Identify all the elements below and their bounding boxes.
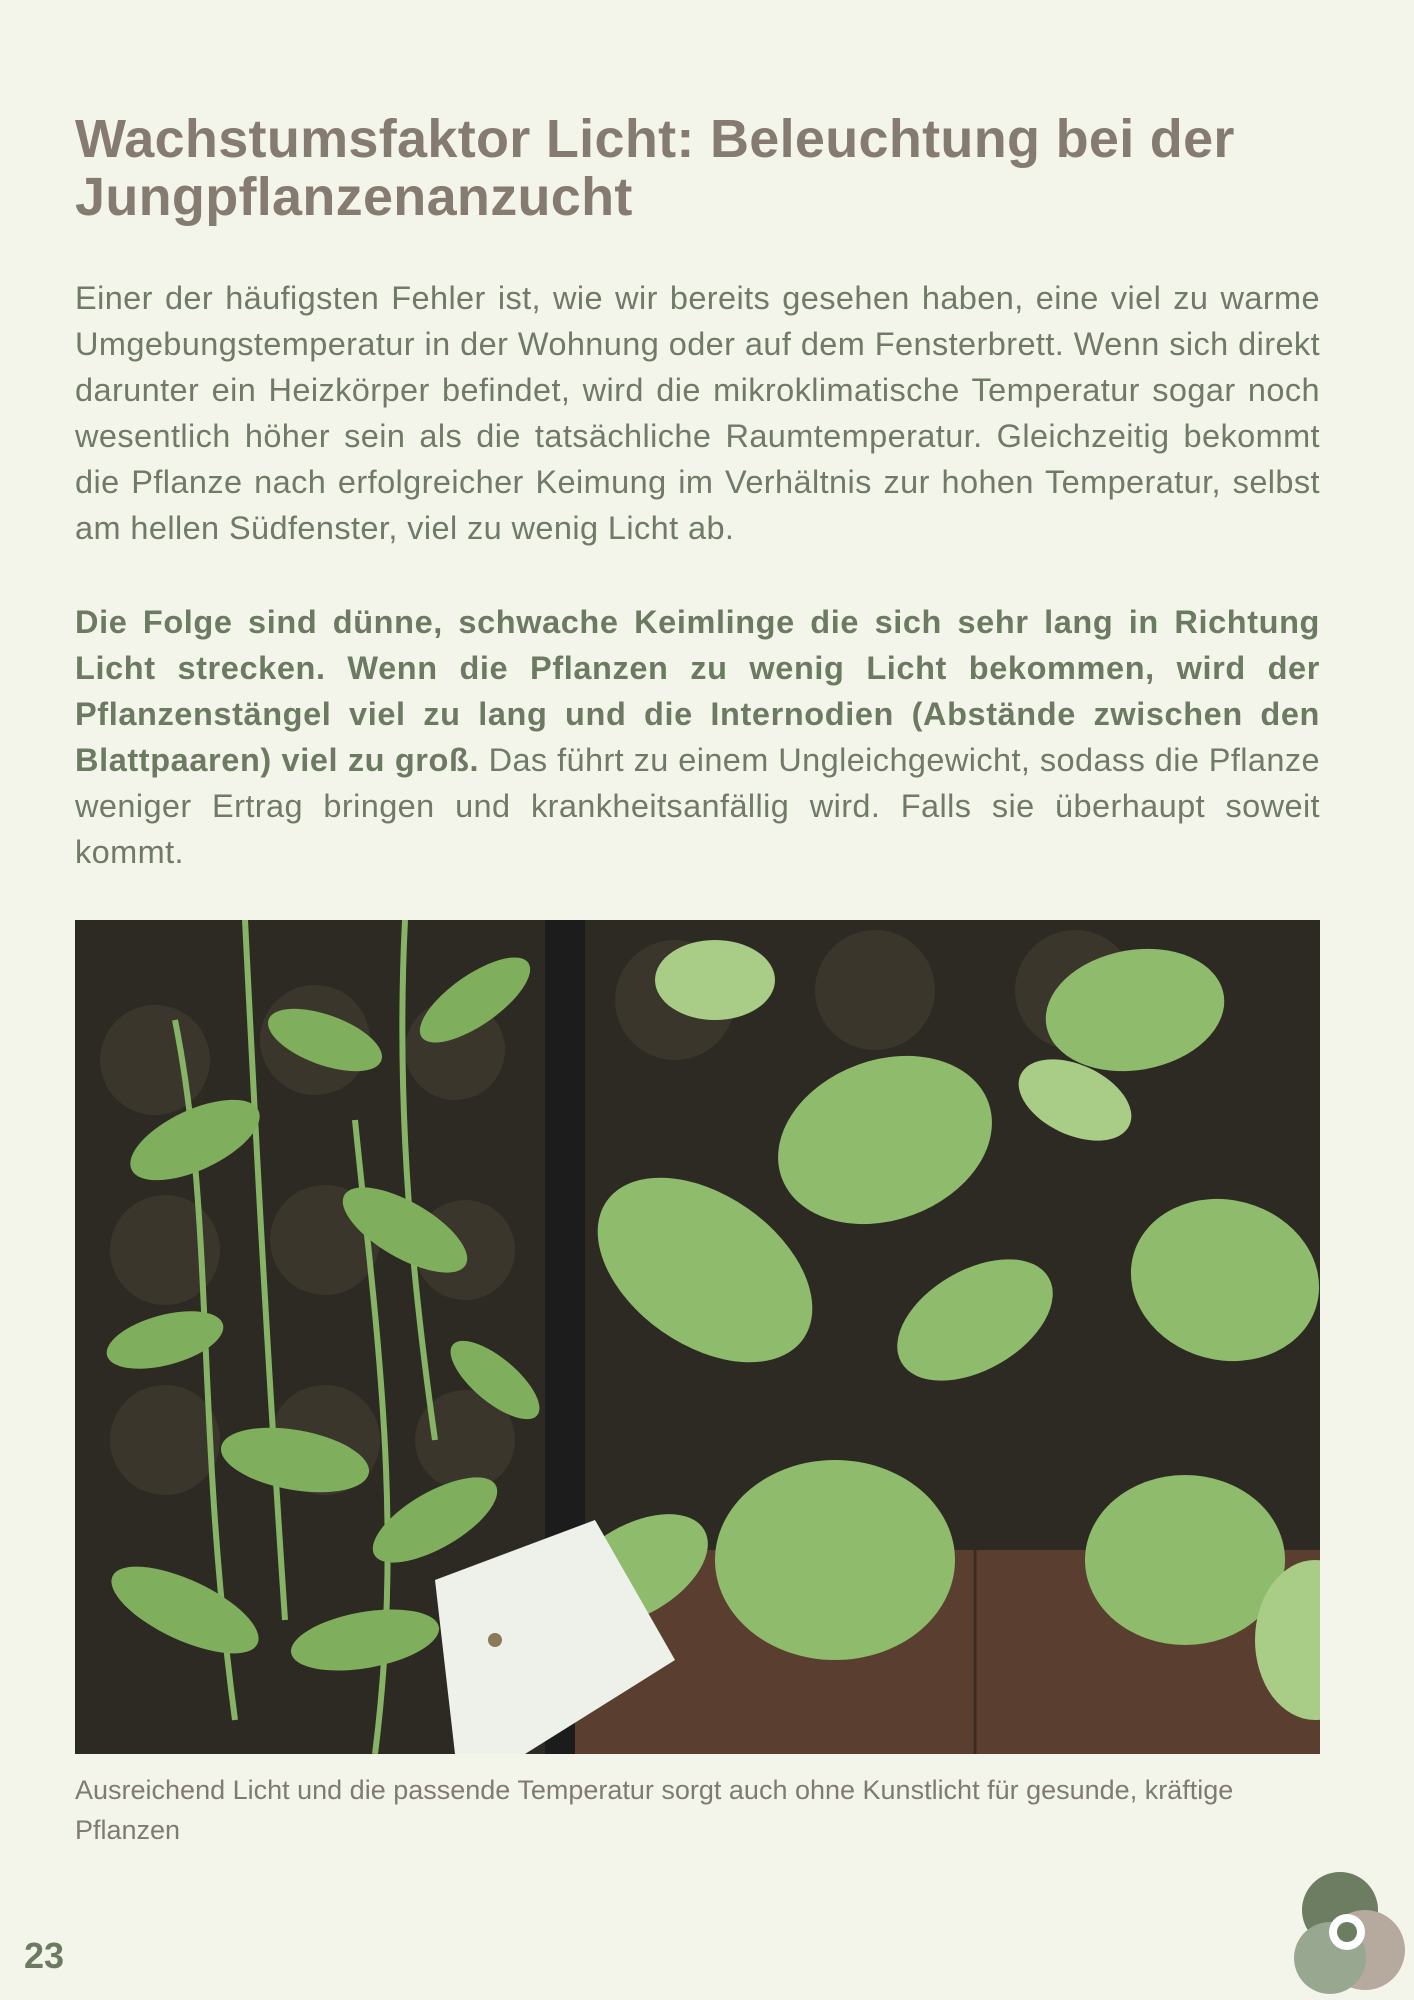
seedling-photo — [75, 920, 1320, 1754]
paragraph-intro: Einer der häufigsten Fehler ist, wie wir bereits gesehen haben, eine viel zu warme Umgebungstemperatur in der Wohnung oder auf dem Fensterbrett. Wenn sich direkt darunter ein Heizkörper befindet, wird die mikroklimatische Temperatur sogar noch wesentlich höher sein als die tatsächliche Raumtemperatur. Gleichzeitig bekommt die Pflanze nach erfolgreicher Keimung im Verhältnis zur hohen Temperatur, selbst am hellen Südfenster, viel zu wenig Licht ab. — [75, 280, 1320, 546]
paragraph-consequence — [75, 599, 1320, 875]
page-title: Wachstumsfaktor Licht: Beleuchtung bei der Jungpflanzenanzucht — [75, 109, 1235, 227]
page-number: 23 — [24, 1935, 65, 1976]
photo-caption: Ausreichend Licht und die passende Temperatur sorgt auch ohne Kunstlicht für gesunde, kräftige Pflanzen — [75, 1775, 1234, 1845]
paragraph-bold-lead: Die Folge sind dünne, schwache Keimlinge die sich sehr lang in Richtung Licht strecken. Wenn die Pflanzen zu wenig Licht bekommen, wird der Pflanzenstängel viel zu lang und die Internodien (Abstände zwischen den Blattpaaren) viel zu groß. — [75, 604, 1320, 778]
circles-logo — [1285, 1870, 1410, 1995]
paragraph-rest: Das führt zu einem Ungleichgewicht, sodass die Pflanze weniger Ertrag bringen und krankheitsanfällig wird. Falls sie überhaupt soweit kommt. — [75, 742, 1320, 870]
